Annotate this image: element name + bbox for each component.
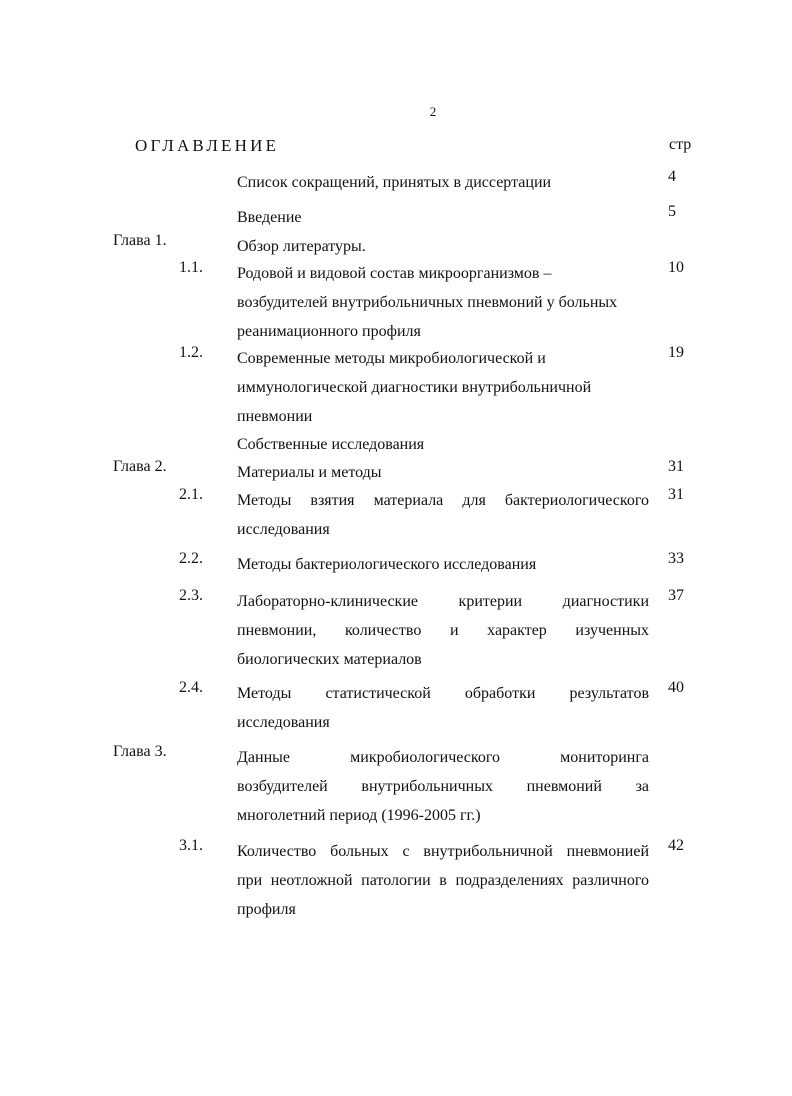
toc-entry-line: исследования <box>237 714 330 731</box>
toc-entry-page: 37 <box>668 587 684 604</box>
toc-entry-page: 31 <box>668 486 684 503</box>
toc-entry-line: Лабораторно-клинические критерии диагностики <box>237 593 649 610</box>
toc-entry-page: 19 <box>668 344 684 361</box>
toc-entry-page: 40 <box>668 679 684 696</box>
toc-entry-line: при неотложной патологии в подразделениях различного <box>237 872 649 889</box>
toc-entry-page: 42 <box>668 837 684 854</box>
toc-entry-text <box>237 486 649 544</box>
toc-entry-line: пневмонии <box>237 408 313 425</box>
toc-section-label: 2.1. <box>179 486 203 503</box>
toc-entry-line: Современные методы микробиологической и <box>237 350 546 367</box>
toc-entry-text <box>237 587 649 674</box>
toc-entry-line: пневмонии, количество и характер изученных <box>237 622 649 639</box>
toc-entry-line: биологических материалов <box>237 651 422 668</box>
toc-entry-text: Введение <box>237 209 302 226</box>
toc-section-label: 1.2. <box>179 344 203 361</box>
toc-entry-page: 31 <box>668 458 684 475</box>
toc-entry-line: исследования <box>237 521 330 538</box>
toc-entry-page: 10 <box>668 259 684 276</box>
toc-entry-page: 4 <box>668 168 676 185</box>
toc-section-label: 1.1. <box>179 259 203 276</box>
toc-entry-line: Количество больных с внутрибольничной пневмонией <box>237 843 649 860</box>
toc-entry-text <box>237 344 649 431</box>
toc-entry-line: Данные микробиологического мониторинга <box>237 749 649 766</box>
page-number: 2 <box>429 104 437 119</box>
toc-section-label: 2.4. <box>179 679 203 696</box>
toc-entry-text: Методы бактериологического исследования <box>237 556 537 573</box>
toc-section-label: 2.2. <box>179 550 203 567</box>
page-column-header: стр <box>669 136 692 153</box>
toc-chapter-label: Глава 3. <box>113 743 167 760</box>
toc-entry-page: 33 <box>668 550 684 567</box>
toc-entry-text <box>237 259 649 346</box>
toc-entry-text <box>237 679 649 737</box>
toc-title: ОГЛАВЛЕНИЕ <box>135 136 280 155</box>
toc-entry-line: возбудителей внутрибольничных пневмоний у больных <box>237 294 618 311</box>
toc-entry-line: реанимационного профиля <box>237 323 421 340</box>
toc-entry-line: иммунологической диагностики внутрибольничной <box>237 379 592 396</box>
toc-chapter-label: Глава 1. <box>113 232 167 249</box>
toc-entry-page: 5 <box>668 203 676 220</box>
toc-section-label: 3.1. <box>179 837 203 854</box>
toc-entry-text: Обзор литературы. <box>237 238 366 255</box>
toc-entry-text: Материалы и методы <box>237 464 382 481</box>
toc-entry-text: Список сокращений, принятых в диссертации <box>237 174 552 191</box>
toc-entry-line: Родовой и видовой состав микроорганизмов – <box>237 265 552 282</box>
toc-entry-line: возбудителей внутрибольничных пневмоний за <box>237 778 649 795</box>
toc-entry-line: профиля <box>237 901 296 918</box>
toc-entry-text <box>237 837 649 924</box>
toc-entry-text <box>237 743 649 830</box>
toc-entry-line: многолетний период (1996-2005 гг.) <box>237 807 481 824</box>
toc-section-label: 2.3. <box>179 587 203 604</box>
toc-entry-line: Методы статистической обработки результатов <box>237 685 649 702</box>
toc-chapter-label: Глава 2. <box>113 458 167 475</box>
toc-entry-line: Методы взятия материала для бактериологического <box>237 492 649 509</box>
toc-entry-text: Собственные исследования <box>237 436 425 453</box>
